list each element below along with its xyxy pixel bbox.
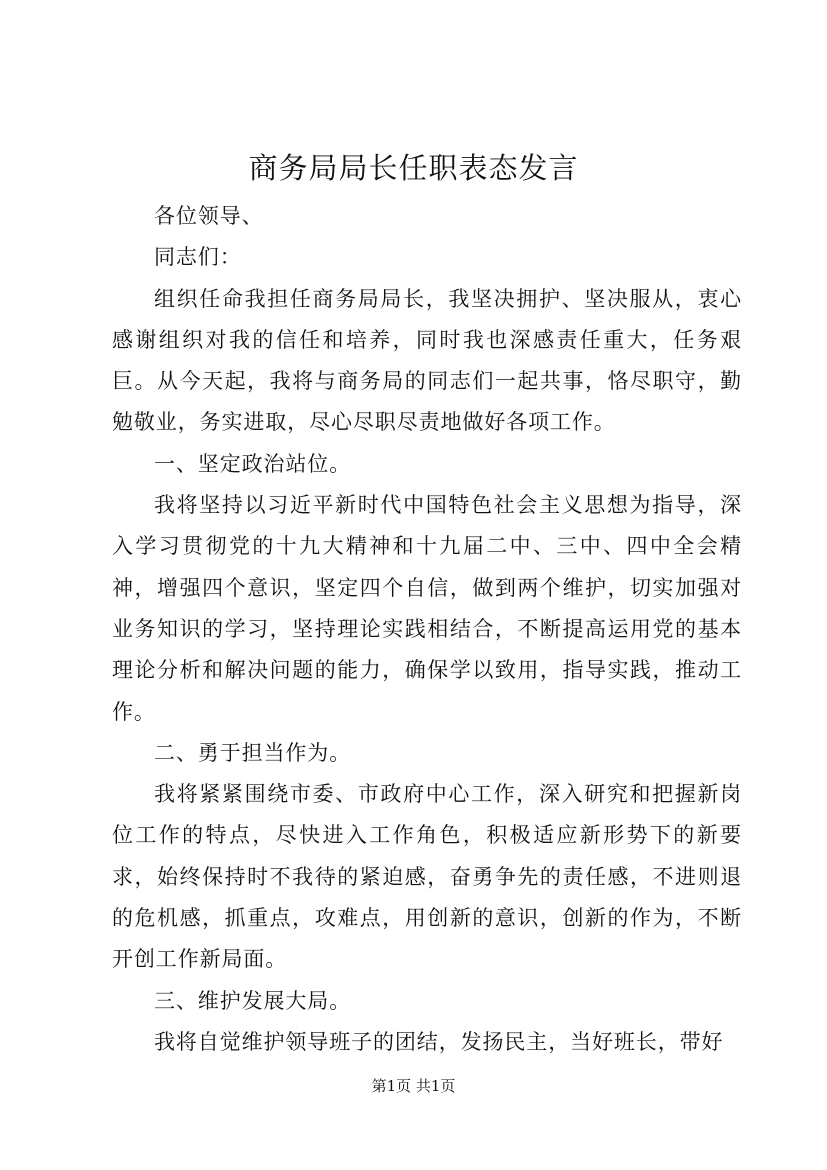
document-title: 商务局局长任职表态发言: [248, 151, 579, 185]
body-paragraph: 我将坚持以习近平新时代中国特色社会主义思想为指导，深入学习贯彻党的十九大精神和十九届二中、三中、四中全会精神，增强四个意识，坚定四个自信，做到两个维护，切实加强对业务知识的学习，坚持理论实践相结合，不断提高运用党的基本理论分析和解决问题的能力，确保学以致用，指导实践，推动工作。: [112, 493, 742, 724]
salutation-line-2: 同志们：: [154, 245, 242, 270]
body-paragraph: 我将紧紧围绕市委、市政府中心工作，深入研究和把握新岗位工作的特点，尽快进入工作角色，积极适应新形势下的新要求，始终保持时不我待的紧迫感，奋勇争先的责任感，不进则退的危机感，抓重点，攻难点，用创新的意识，创新的作为，不断开创工作新局面。: [112, 782, 742, 972]
body-paragraph: 我将自觉维护领导班子的团结，发扬民主，当好班长，带好: [154, 1029, 724, 1054]
document-body: [112, 196, 742, 1063]
body-paragraph: 组织任命我担任商务局局长，我坚决拥护、坚决服从，衷心感谢组织对我的信任和培养，同时我也深感责任重大，任务艰巨。从今天起，我将与商务局的同志们一起共事，恪尽职守，勤勉敬业，务实进取，尽心尽职尽责地做好各项工作。: [112, 286, 742, 435]
section-heading: 二、勇于担当作为。: [154, 740, 352, 765]
salutation-line-1: 各位领导、: [154, 204, 264, 228]
page-number-label: 第1页 共1页: [371, 1077, 456, 1095]
section-heading: 一、坚定政治站位。: [154, 451, 352, 476]
section-heading: 三、维护发展大局。: [154, 988, 352, 1013]
page-footer: [0, 1076, 827, 1096]
